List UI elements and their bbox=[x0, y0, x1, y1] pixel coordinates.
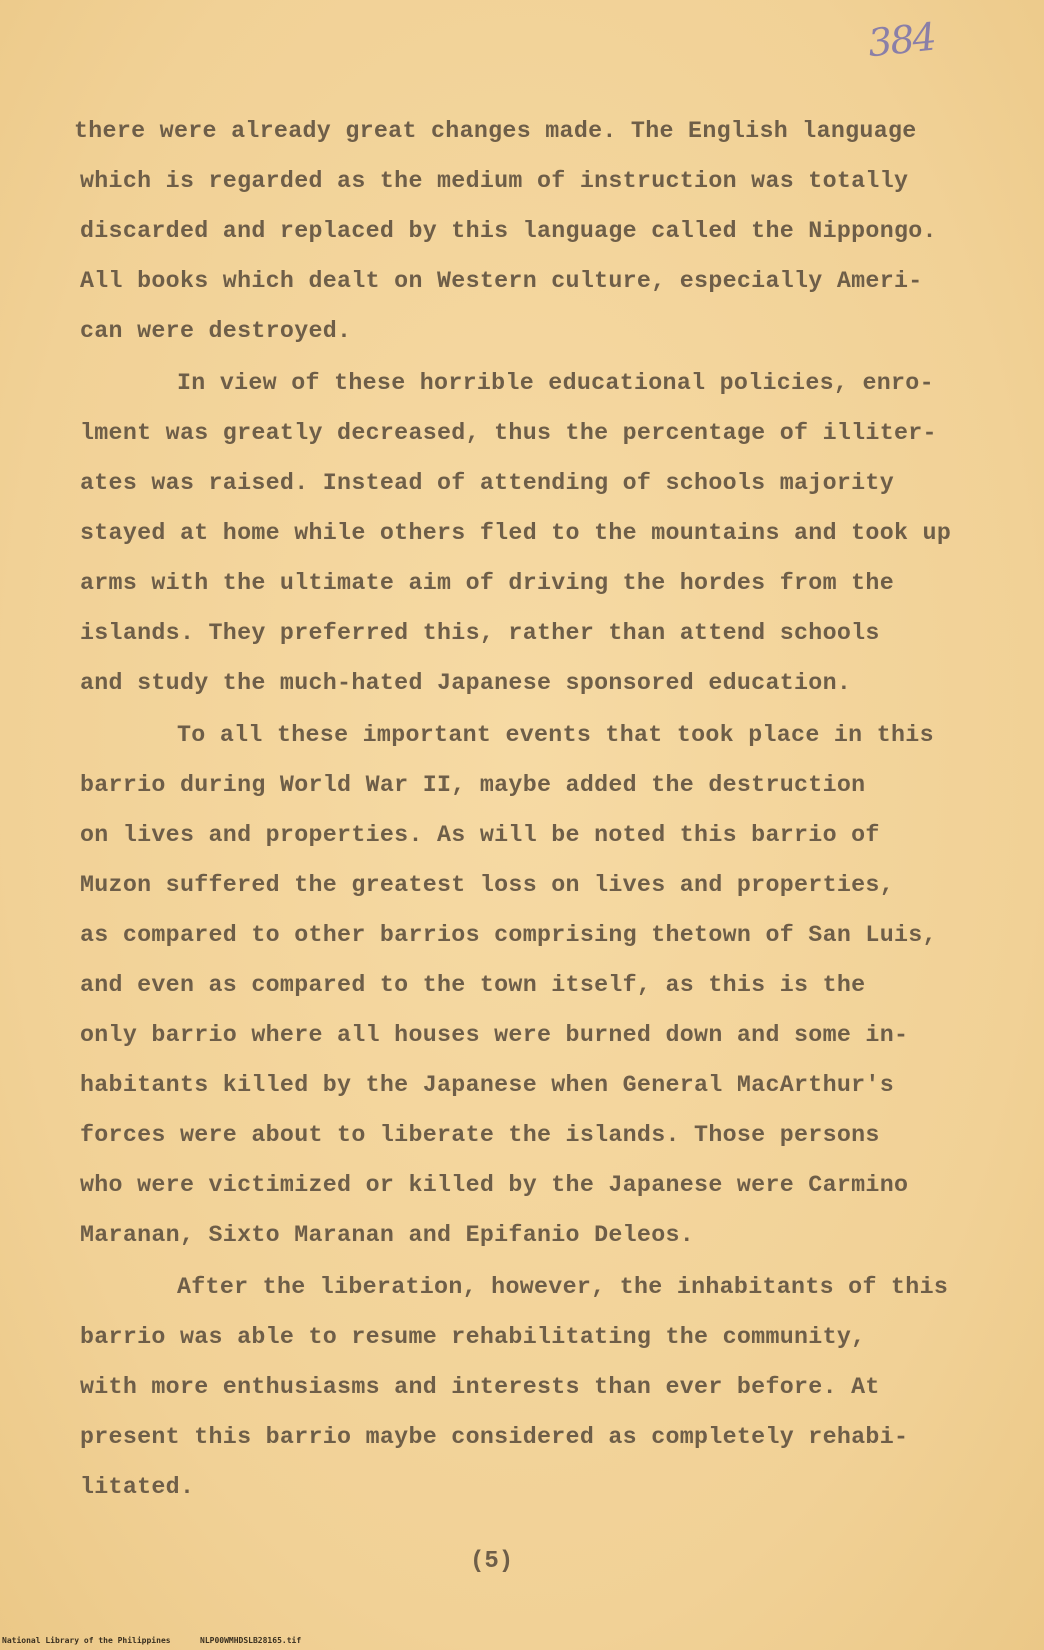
text-line-13: To all these important events that took place in this bbox=[177, 722, 934, 748]
text-line-17: as compared to other barrios comprising thetown of San Luis, bbox=[80, 922, 937, 948]
text-line-3: discarded and replaced by this language called the Nippongo. bbox=[80, 218, 937, 244]
typed-page-number: (5) bbox=[470, 1548, 514, 1575]
text-line-6: In view of these horrible educational policies, enro- bbox=[177, 370, 934, 396]
text-line-2: which is regarded as the medium of instruction was totally bbox=[80, 168, 909, 194]
text-line-14: barrio during World War II, maybe added the destruction bbox=[80, 772, 866, 798]
text-line-12: and study the much-hated Japanese sponsored education. bbox=[80, 670, 852, 696]
text-line-26: with more enthusiasms and interests than ever before. At bbox=[80, 1374, 880, 1400]
text-line-11: islands. They preferred this, rather than attend schools bbox=[80, 620, 880, 646]
text-line-28: litated. bbox=[80, 1474, 195, 1500]
text-line-4: All books which dealt on Western culture, especially Ameri- bbox=[80, 268, 923, 294]
text-line-18: and even as compared to the town itself, as this is the bbox=[80, 972, 866, 998]
text-line-27: present this barrio maybe considered as completely rehabi- bbox=[80, 1424, 909, 1450]
scan-filename: NLP00WMHDSLB28165.tif bbox=[200, 1636, 302, 1645]
text-line-21: forces were about to liberate the islands. Those persons bbox=[80, 1122, 880, 1148]
text-line-5: can were destroyed. bbox=[80, 318, 352, 344]
text-line-24: After the liberation, however, the inhabitants of this bbox=[177, 1274, 949, 1300]
text-line-20: habitants killed by the Japanese when General MacArthur's bbox=[80, 1072, 894, 1098]
text-line-9: stayed at home while others fled to the mountains and took up bbox=[80, 520, 952, 546]
text-line-8: ates was raised. Instead of attending of schools majority bbox=[80, 470, 894, 496]
text-line-25: barrio was able to resume rehabilitating the community, bbox=[80, 1324, 866, 1350]
text-line-7: lment was greatly decreased, thus the percentage of illiter- bbox=[80, 420, 937, 446]
text-line-1: there were already great changes made. The English language bbox=[74, 118, 917, 144]
text-line-16: Muzon suffered the greatest loss on lives and properties, bbox=[80, 872, 894, 898]
text-line-23: Maranan, Sixto Maranan and Epifanio Deleos. bbox=[80, 1222, 695, 1248]
library-credit: National Library of the Philippines bbox=[2, 1636, 171, 1645]
text-line-22: who were victimized or killed by the Japanese were Carmino bbox=[80, 1172, 909, 1198]
handwritten-page-number: 384 bbox=[865, 14, 937, 66]
text-line-19: only barrio where all houses were burned down and some in- bbox=[80, 1022, 909, 1048]
text-line-10: arms with the ultimate aim of driving the hordes from the bbox=[80, 570, 894, 596]
text-line-15: on lives and properties. As will be noted this barrio of bbox=[80, 822, 880, 848]
